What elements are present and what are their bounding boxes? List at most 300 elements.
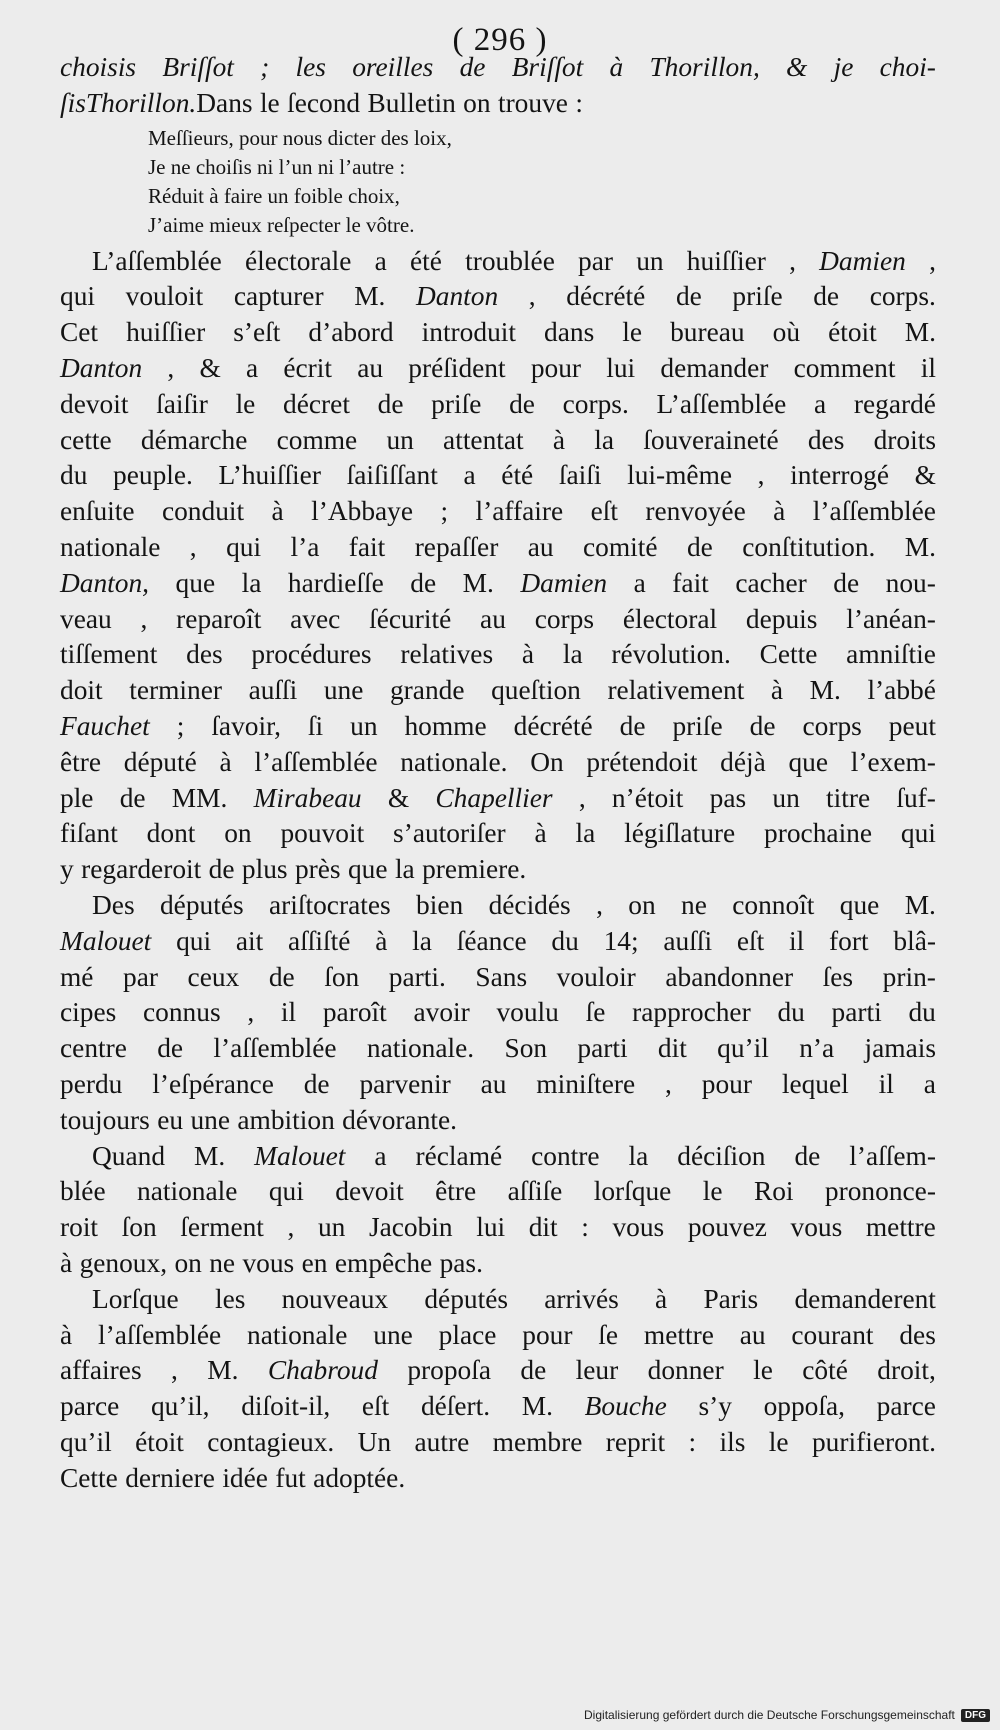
word: ; bbox=[440, 496, 449, 527]
word: homme bbox=[404, 710, 487, 741]
word: au bbox=[527, 531, 554, 562]
word: réclamé bbox=[415, 1140, 503, 1171]
italic-word: Chabroud bbox=[267, 1355, 378, 1386]
word: l’a bbox=[290, 531, 320, 562]
word: , bbox=[140, 603, 148, 634]
word: M. bbox=[521, 1391, 553, 1422]
word: avoir bbox=[413, 997, 470, 1028]
text-line bbox=[60, 1246, 936, 1282]
text-line bbox=[60, 86, 936, 122]
word: du bbox=[60, 460, 88, 491]
word: corps bbox=[802, 710, 862, 741]
text-line bbox=[60, 1425, 936, 1461]
word: ariſtocrates bbox=[269, 889, 391, 920]
word: L’aſſemblée bbox=[656, 388, 787, 419]
word: lequel bbox=[781, 1068, 849, 1099]
word: été bbox=[409, 245, 442, 276]
word: pour bbox=[522, 1319, 573, 1350]
text-line bbox=[60, 423, 936, 459]
text-line bbox=[60, 351, 936, 387]
word: relatives bbox=[400, 639, 494, 670]
word: étoit bbox=[135, 1426, 184, 1457]
word: qui bbox=[226, 531, 262, 562]
word: pas. bbox=[439, 1247, 483, 1278]
text-line bbox=[60, 244, 936, 280]
word: vous bbox=[790, 1212, 843, 1243]
italic-word: Danton bbox=[416, 281, 499, 312]
word: propoſa bbox=[407, 1355, 492, 1386]
italic-word: Thorillon. bbox=[85, 87, 197, 118]
word: de bbox=[686, 531, 713, 562]
word: de bbox=[619, 710, 646, 741]
word: hardieſſe bbox=[287, 567, 384, 598]
word: de bbox=[303, 1068, 330, 1099]
word: nationale bbox=[247, 1319, 348, 1350]
word: ſaiſir bbox=[156, 388, 208, 419]
word: , bbox=[528, 281, 536, 312]
word: à bbox=[375, 925, 388, 956]
word: il bbox=[280, 997, 297, 1028]
word: vous bbox=[612, 1212, 665, 1243]
word: n’a bbox=[799, 1033, 835, 1064]
text-line bbox=[60, 1318, 936, 1354]
word: Paris bbox=[703, 1283, 759, 1314]
word: M. bbox=[809, 675, 841, 706]
word: grande bbox=[389, 675, 465, 706]
word: déſert. bbox=[420, 1391, 491, 1422]
word: du bbox=[908, 997, 936, 1028]
word: ſe bbox=[598, 1319, 619, 1350]
word: un bbox=[636, 245, 664, 276]
word: décidés bbox=[488, 889, 571, 920]
text-line bbox=[60, 1031, 936, 1067]
word: blée bbox=[60, 1176, 106, 1207]
word: Roi bbox=[753, 1176, 794, 1207]
word: Cette bbox=[60, 1462, 118, 1493]
word: huiſſier bbox=[686, 245, 766, 276]
italic-word: ſis bbox=[60, 87, 86, 118]
word: que bbox=[839, 889, 880, 920]
text-line bbox=[60, 924, 936, 960]
word: légiſlature bbox=[624, 818, 736, 849]
word: ſaiſi bbox=[558, 460, 602, 491]
italic-word: Bouche bbox=[584, 1391, 667, 1422]
word: interrogé bbox=[790, 460, 890, 491]
word: ſecond bbox=[287, 87, 361, 118]
word: M. bbox=[904, 317, 936, 348]
word: décrété bbox=[513, 710, 593, 741]
word: devoit bbox=[335, 1176, 404, 1207]
word: nationale. bbox=[400, 746, 508, 777]
word: une bbox=[323, 675, 364, 706]
word: bureau bbox=[670, 317, 745, 348]
word: de bbox=[813, 281, 840, 312]
italic-word: Chapellier bbox=[435, 782, 553, 813]
word: conduit bbox=[161, 496, 245, 527]
text-line bbox=[60, 530, 936, 566]
word: un bbox=[350, 710, 378, 741]
word: de bbox=[749, 710, 776, 741]
digitization-footer bbox=[0, 1708, 990, 1722]
word: abandonner bbox=[665, 961, 794, 992]
word: une bbox=[373, 1319, 413, 1350]
word: donner bbox=[647, 1355, 724, 1386]
word: fiſant bbox=[60, 818, 118, 849]
word: nouveaux bbox=[281, 1283, 389, 1314]
word: parvenir bbox=[359, 1068, 451, 1099]
word: procédures bbox=[251, 639, 372, 670]
word: M. bbox=[193, 1140, 226, 1171]
word: de bbox=[520, 1355, 547, 1386]
word: doit bbox=[60, 675, 103, 706]
word: a bbox=[463, 460, 476, 491]
italic-word: Briſſot bbox=[511, 52, 584, 82]
word: , bbox=[929, 245, 936, 276]
word: une bbox=[190, 1104, 230, 1135]
word: le bbox=[259, 87, 280, 118]
word: rapprocher bbox=[632, 997, 751, 1028]
word: M. bbox=[207, 1355, 239, 1386]
word: qu’il, bbox=[150, 1391, 210, 1422]
word: de bbox=[509, 388, 535, 419]
word: nou- bbox=[885, 567, 936, 598]
word: à bbox=[655, 1283, 668, 1314]
word: demander bbox=[660, 352, 769, 383]
word: priſe bbox=[431, 388, 482, 419]
word: Sans bbox=[475, 961, 528, 992]
word: dit bbox=[657, 1033, 687, 1064]
word: l’aſſemblée bbox=[254, 746, 378, 777]
word: des bbox=[899, 1319, 936, 1350]
word: ſuf- bbox=[896, 782, 936, 813]
word: l’aſſem- bbox=[849, 1140, 936, 1171]
word: ne bbox=[209, 1247, 236, 1278]
word: diſoit-il, bbox=[241, 1391, 331, 1422]
word: qui bbox=[900, 818, 936, 849]
word: il bbox=[789, 925, 805, 956]
italic-word: Danton bbox=[60, 352, 143, 383]
word: a bbox=[374, 1140, 387, 1171]
word: ſon bbox=[121, 1212, 157, 1243]
word: M. bbox=[354, 281, 386, 312]
word: ſon bbox=[324, 961, 360, 992]
text-line bbox=[60, 566, 936, 602]
word: capturer bbox=[233, 281, 324, 312]
word: ple bbox=[60, 782, 94, 813]
word: vouloit bbox=[125, 281, 204, 312]
word: du bbox=[777, 997, 805, 1028]
word: comme bbox=[276, 424, 358, 455]
word: qui bbox=[60, 281, 96, 312]
word: mettre bbox=[865, 1212, 936, 1243]
word: à bbox=[271, 496, 284, 527]
word: genoux, bbox=[79, 1247, 168, 1278]
italic-word: & bbox=[786, 52, 808, 82]
word: être bbox=[435, 1176, 477, 1207]
word: prochaine bbox=[764, 818, 873, 849]
word: l’aſſemblée bbox=[812, 496, 936, 527]
word: : bbox=[581, 1212, 589, 1243]
word: ne bbox=[681, 889, 707, 920]
word: s’y bbox=[698, 1391, 732, 1422]
word: avec bbox=[290, 603, 341, 634]
word: lui bbox=[606, 352, 636, 383]
word: en bbox=[301, 1247, 328, 1278]
italic-word: choi- bbox=[879, 52, 936, 82]
italic-word: de bbox=[459, 52, 486, 82]
word: de bbox=[377, 388, 404, 419]
word: électoral bbox=[622, 603, 718, 634]
word: lorſque bbox=[593, 1176, 672, 1207]
word: Quand bbox=[92, 1140, 166, 1171]
text-line bbox=[60, 1389, 936, 1425]
word: ; bbox=[176, 710, 185, 741]
word: depuis bbox=[745, 603, 818, 634]
word: fort bbox=[829, 925, 869, 956]
word: bien bbox=[416, 889, 464, 920]
word: que bbox=[175, 567, 216, 598]
text-line bbox=[60, 602, 936, 638]
word: priſe bbox=[732, 281, 783, 312]
word: prononce- bbox=[824, 1176, 936, 1207]
word: ſéance bbox=[456, 925, 527, 956]
word: , bbox=[171, 1355, 178, 1386]
word: reparoît bbox=[176, 603, 262, 634]
word: comment bbox=[793, 352, 896, 383]
italic-word: je bbox=[833, 52, 854, 82]
word: prin- bbox=[882, 961, 936, 992]
word: droit, bbox=[877, 1355, 936, 1386]
italic-word: Malouet bbox=[254, 1140, 346, 1171]
word: vouloir bbox=[556, 961, 636, 992]
word: écrit bbox=[283, 352, 332, 383]
word: la bbox=[562, 639, 583, 670]
word: : bbox=[688, 1426, 697, 1457]
text-line bbox=[60, 1174, 936, 1210]
word: les bbox=[214, 1283, 246, 1314]
word: qui bbox=[268, 1176, 304, 1207]
italic-word: choisis bbox=[60, 52, 137, 82]
word: déciſion bbox=[677, 1140, 766, 1171]
word: huiſſier bbox=[126, 317, 206, 348]
word: près bbox=[294, 854, 341, 885]
body-text bbox=[60, 50, 936, 1496]
word: un bbox=[317, 1212, 346, 1243]
word: à bbox=[534, 818, 547, 849]
verse-line: Je ne choiſis ni l’un ni l’autre : bbox=[148, 154, 406, 179]
word: , bbox=[578, 782, 586, 813]
word: un bbox=[772, 782, 800, 813]
word: à bbox=[521, 639, 535, 670]
word: nationale. bbox=[366, 1033, 475, 1064]
word: étoit bbox=[828, 317, 877, 348]
word: relativement bbox=[607, 675, 745, 706]
word: , bbox=[287, 1212, 295, 1243]
word: à bbox=[770, 675, 784, 706]
word: vous bbox=[242, 1247, 295, 1278]
word: pouvoit bbox=[280, 818, 365, 849]
word: derniere bbox=[125, 1462, 215, 1493]
word: dit bbox=[528, 1212, 558, 1243]
word: corps bbox=[534, 603, 595, 634]
word: renvoyée bbox=[645, 496, 746, 527]
word: a bbox=[374, 245, 387, 276]
word: où bbox=[772, 317, 801, 348]
word: connus bbox=[143, 997, 221, 1028]
italic-word: à bbox=[609, 52, 624, 82]
word: qu’il bbox=[717, 1033, 769, 1064]
word: M. bbox=[462, 567, 494, 598]
text-line bbox=[60, 1282, 936, 1318]
word: & bbox=[914, 460, 936, 491]
word: eſt bbox=[590, 496, 618, 527]
word: parce bbox=[876, 1391, 936, 1422]
word: devoit bbox=[60, 388, 129, 419]
word: de bbox=[208, 854, 235, 885]
word: l’aſſemblée bbox=[213, 1033, 337, 1064]
word: à bbox=[773, 496, 786, 527]
word: au bbox=[480, 603, 506, 634]
word: idée bbox=[222, 1462, 268, 1493]
word: aſſiſe bbox=[507, 1176, 563, 1207]
word: dans bbox=[544, 317, 595, 348]
word: a bbox=[923, 1068, 936, 1099]
text-line bbox=[60, 458, 936, 494]
word: plus bbox=[241, 854, 288, 885]
italic-word: Thorillon, bbox=[649, 52, 760, 82]
word: de bbox=[119, 782, 146, 813]
word: ſécurité bbox=[369, 603, 452, 634]
text-line bbox=[60, 960, 936, 996]
word: ſaiſiſſant bbox=[346, 460, 438, 491]
text-line bbox=[60, 781, 936, 817]
italic-word: ; bbox=[260, 52, 270, 82]
verse-line: J’aime mieux reſpecter le vôtre. bbox=[148, 212, 415, 237]
word: premiere. bbox=[422, 854, 527, 885]
word: contre bbox=[531, 1140, 600, 1171]
word: paroît bbox=[322, 997, 387, 1028]
word: aſſiſté bbox=[288, 925, 351, 956]
word: démarche bbox=[140, 424, 248, 455]
word: droits bbox=[873, 424, 936, 455]
word: ſerment bbox=[180, 1212, 264, 1243]
word: révolution. bbox=[611, 639, 731, 670]
word: côté bbox=[802, 1355, 848, 1386]
word: a bbox=[633, 567, 646, 598]
word: , bbox=[757, 460, 765, 491]
word: mé bbox=[60, 961, 94, 992]
word: décret bbox=[283, 388, 350, 419]
word: la bbox=[412, 925, 432, 956]
word: jamais bbox=[864, 1033, 936, 1064]
word: L’aſſemblée bbox=[92, 245, 222, 276]
word: de bbox=[675, 281, 702, 312]
word: à bbox=[60, 1319, 73, 1350]
word: été bbox=[501, 460, 534, 491]
word: Cet bbox=[60, 317, 99, 348]
text-line bbox=[60, 888, 936, 924]
word: la bbox=[628, 1140, 649, 1171]
word: Lorſque bbox=[92, 1283, 179, 1314]
word: amniſtie bbox=[846, 639, 936, 670]
word: lui bbox=[476, 1212, 506, 1243]
word: MM. bbox=[171, 782, 228, 813]
word: de bbox=[410, 567, 437, 598]
word: trouve bbox=[497, 87, 568, 118]
page-number: ( 296 ) bbox=[452, 22, 548, 58]
text-line bbox=[60, 1210, 936, 1246]
verse-line: Réduit à faire un foible choix, bbox=[148, 183, 400, 208]
word: auſſi bbox=[248, 675, 298, 706]
word: Bulletin bbox=[367, 87, 456, 118]
word: ſi bbox=[307, 710, 324, 741]
text-line bbox=[60, 816, 936, 852]
word: le bbox=[702, 1176, 723, 1207]
text-line bbox=[60, 745, 936, 781]
word: parti. bbox=[388, 961, 446, 992]
word: L’huiſſier bbox=[218, 460, 321, 491]
word: ſe bbox=[585, 997, 606, 1028]
word: priſe bbox=[672, 710, 723, 741]
word: miniſtere bbox=[536, 1068, 636, 1099]
word: enſuite bbox=[60, 496, 135, 527]
word: cipes bbox=[60, 997, 117, 1028]
word: ſavoir, bbox=[211, 710, 281, 741]
word: parti bbox=[831, 997, 882, 1028]
italic-word: Fauchet bbox=[60, 710, 150, 741]
word: on bbox=[628, 889, 656, 920]
word: peuple. bbox=[113, 460, 193, 491]
word: auſſi bbox=[663, 925, 713, 956]
word: à bbox=[552, 424, 566, 455]
word: l’abbé bbox=[867, 675, 936, 706]
word: introduit bbox=[421, 317, 516, 348]
text-line bbox=[60, 852, 936, 888]
word: de bbox=[268, 961, 295, 992]
italic-word: Malouet bbox=[60, 925, 152, 956]
word: 14; bbox=[603, 925, 639, 956]
word: fait bbox=[672, 567, 709, 598]
word: M. bbox=[904, 531, 936, 562]
word: connoît bbox=[732, 889, 815, 920]
word: peut bbox=[888, 710, 936, 741]
word: être bbox=[60, 746, 102, 777]
word: de bbox=[157, 1033, 184, 1064]
word: la bbox=[241, 567, 262, 598]
word: Dans bbox=[196, 87, 253, 118]
word: l’aſſemblée bbox=[98, 1319, 222, 1350]
word: d’abord bbox=[308, 317, 394, 348]
word: il bbox=[878, 1068, 894, 1099]
word: roit bbox=[60, 1212, 99, 1243]
word: le bbox=[753, 1355, 773, 1386]
word: affaires bbox=[60, 1355, 142, 1386]
word: s’eſt bbox=[233, 317, 281, 348]
text-line bbox=[60, 279, 936, 315]
word: n’étoit bbox=[611, 782, 684, 813]
word: députés bbox=[159, 889, 244, 920]
word: parce bbox=[60, 1391, 120, 1422]
word: ait bbox=[235, 925, 264, 956]
word: demanderent bbox=[794, 1283, 936, 1314]
word: on bbox=[224, 818, 252, 849]
word: reprit bbox=[605, 1426, 666, 1457]
word: qu’il bbox=[60, 1426, 112, 1457]
word: ſouveraineté bbox=[643, 424, 779, 455]
word: des bbox=[186, 639, 223, 670]
word: un bbox=[386, 424, 414, 455]
word: l’exem- bbox=[850, 746, 936, 777]
